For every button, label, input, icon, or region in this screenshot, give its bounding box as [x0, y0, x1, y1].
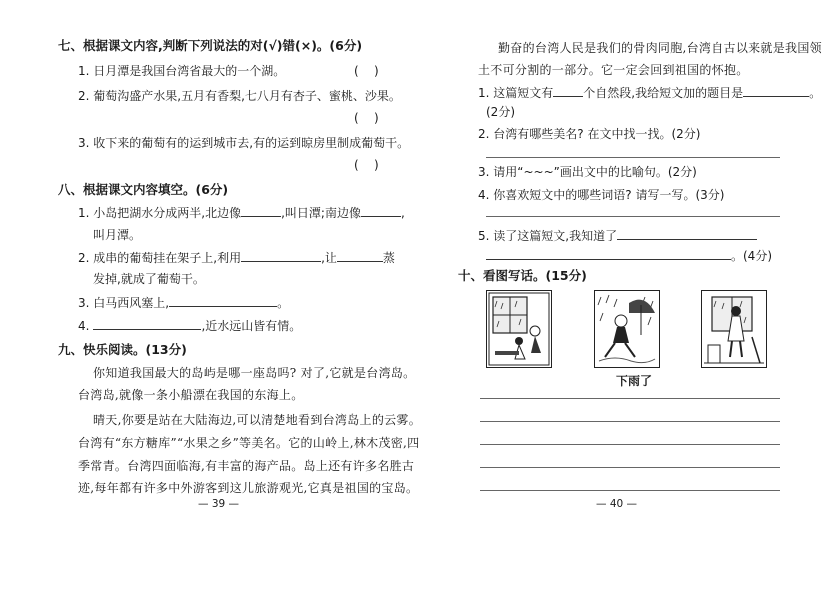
section-9-title: 九、快乐阅读。(13分)	[58, 342, 187, 357]
picture-2-running-rain	[594, 290, 660, 368]
s8-q2-blank-2[interactable]	[337, 250, 383, 262]
s8-q3-blank[interactable]	[169, 295, 277, 307]
reading-line-4: 台湾有“东方糖库”“水果之乡”等美名。它的山岭上,林木茂密,四	[78, 436, 420, 450]
s8-q1-blank-1[interactable]	[241, 205, 281, 217]
s8-q4-blank[interactable]	[93, 318, 201, 330]
s8-q1-text-c: ,	[400, 206, 405, 220]
writing-line-1[interactable]	[480, 398, 780, 399]
reading-line-2: 台湾岛,就像一条小船漂在我国的东海上。	[78, 388, 304, 402]
section-8-title: 八、根据课文内容填空。(6分)	[58, 182, 229, 197]
reading-line-7: 勤奋的台湾人民是我们的骨肉同胞,台湾自古以来就是我国领	[498, 41, 822, 55]
r-question-5	[478, 228, 757, 244]
r-q1-blank-1[interactable]	[553, 85, 583, 97]
page-number-left: — 39 —	[198, 498, 240, 510]
section-7-title: 七、根据课文内容,判断下列说法的对(√)错(×)。(6分)	[58, 38, 363, 53]
r-q1-text-b: 个自然段,我给短文加的题目是	[583, 86, 744, 100]
s8-question-2	[78, 250, 395, 266]
running-child-icon	[595, 291, 659, 367]
r-q5-text-a: 5. 读了这篇短文,我知道了	[478, 229, 618, 243]
s8-q3-text-a: 3. 白马西风塞上,	[78, 296, 170, 310]
reading-line-3: 晴天,你要是站在大陆海边,可以清楚地看到台湾岛上的云雾。	[93, 413, 422, 427]
s8-question-1	[78, 205, 405, 221]
r-q4-answer-line[interactable]	[486, 216, 780, 217]
s8-q1-text-b: ,叫日潭;南边像	[281, 206, 361, 220]
writing-line-2[interactable]	[480, 421, 780, 422]
s8-question-3	[78, 295, 289, 311]
s8-q2-text-a: 2. 成串的葡萄挂在架子上,利用	[78, 251, 242, 265]
section-10-title: 十、看图写话。(15分)	[458, 268, 587, 283]
r-q1-blank-2[interactable]	[743, 85, 809, 97]
r-q1-text-c: 。	[809, 86, 822, 100]
s8-q3-text-b: 。	[277, 296, 290, 310]
s8-question-2-cont: 发掉,就成了葡萄干。	[93, 272, 205, 286]
r-q5-text-b: 。(4分)	[731, 249, 772, 263]
s8-question-1-cont: 叫月潭。	[93, 228, 142, 242]
s8-q2-text-c: 蒸	[382, 251, 395, 265]
s8-q2-text-b: ,让	[321, 251, 337, 265]
r-q5-blank-1[interactable]	[617, 228, 757, 240]
picture-3-closing-window	[701, 290, 767, 368]
r-question-2: 2. 台湾有哪些美名? 在文中找一找。(2分)	[478, 127, 701, 141]
s7-question-1: 1. 日月潭是我国台湾省最大的一个湖。	[78, 64, 286, 78]
reading-line-8: 土不可分割的一部分。它一定会回到祖国的怀抱。	[478, 63, 749, 77]
s7-question-3: 3. 收下来的葡萄有的运到城市去,有的运到晾房里制成葡萄干。	[78, 136, 410, 150]
s8-q1-text-a: 1. 小岛把湖水分成两半,北边像	[78, 206, 242, 220]
picture-caption: 下雨了	[616, 374, 653, 388]
s7-answer-box-3[interactable]: ( )	[354, 158, 379, 172]
r-q5-blank-2[interactable]	[486, 248, 731, 260]
s7-question-2: 2. 葡萄沟盛产水果,五月有香梨,七八月有杏子、蜜桃、沙果。	[78, 89, 401, 103]
s8-question-4	[78, 318, 301, 334]
reading-line-5: 季常青。台湾四面临海,有丰富的海产品。岛上还有许多名胜古	[78, 459, 415, 473]
writing-line-5[interactable]	[480, 490, 780, 491]
r-q2-answer-line[interactable]	[486, 157, 780, 158]
r-question-1	[478, 85, 821, 101]
s8-q2-blank-1[interactable]	[241, 250, 321, 262]
s8-q4-text-a: 4.	[78, 319, 90, 333]
r-question-1-score: (2分)	[486, 105, 515, 119]
r-question-4: 4. 你喜欢短文中的哪些词语? 请写一写。(3分)	[478, 188, 725, 202]
r-question-5-cont	[486, 248, 772, 264]
s8-q1-blank-2[interactable]	[361, 205, 401, 217]
writing-line-4[interactable]	[480, 467, 780, 468]
page-number-right: — 40 —	[596, 498, 638, 510]
r-q1-text-a: 1. 这篇短文有	[478, 86, 554, 100]
s7-answer-box-1[interactable]: ( )	[354, 64, 379, 78]
s7-answer-box-2[interactable]: ( )	[354, 111, 379, 125]
closing-window-icon	[702, 291, 766, 367]
picture-1-window-rain	[486, 290, 552, 368]
reading-line-1: 你知道我国最大的岛屿是哪一座岛吗? 对了,它就是台湾岛。	[93, 366, 416, 380]
writing-line-3[interactable]	[480, 444, 780, 445]
rain-window-icon	[487, 291, 551, 367]
r-question-3: 3. 请用“~~~”画出文中的比喻句。(2分)	[478, 165, 697, 179]
s8-q4-text-b: ,近水远山皆有情。	[201, 319, 302, 333]
reading-line-6: 迹,每年都有许多中外游客到这儿旅游观光,它真是祖国的宝岛。	[78, 481, 419, 495]
